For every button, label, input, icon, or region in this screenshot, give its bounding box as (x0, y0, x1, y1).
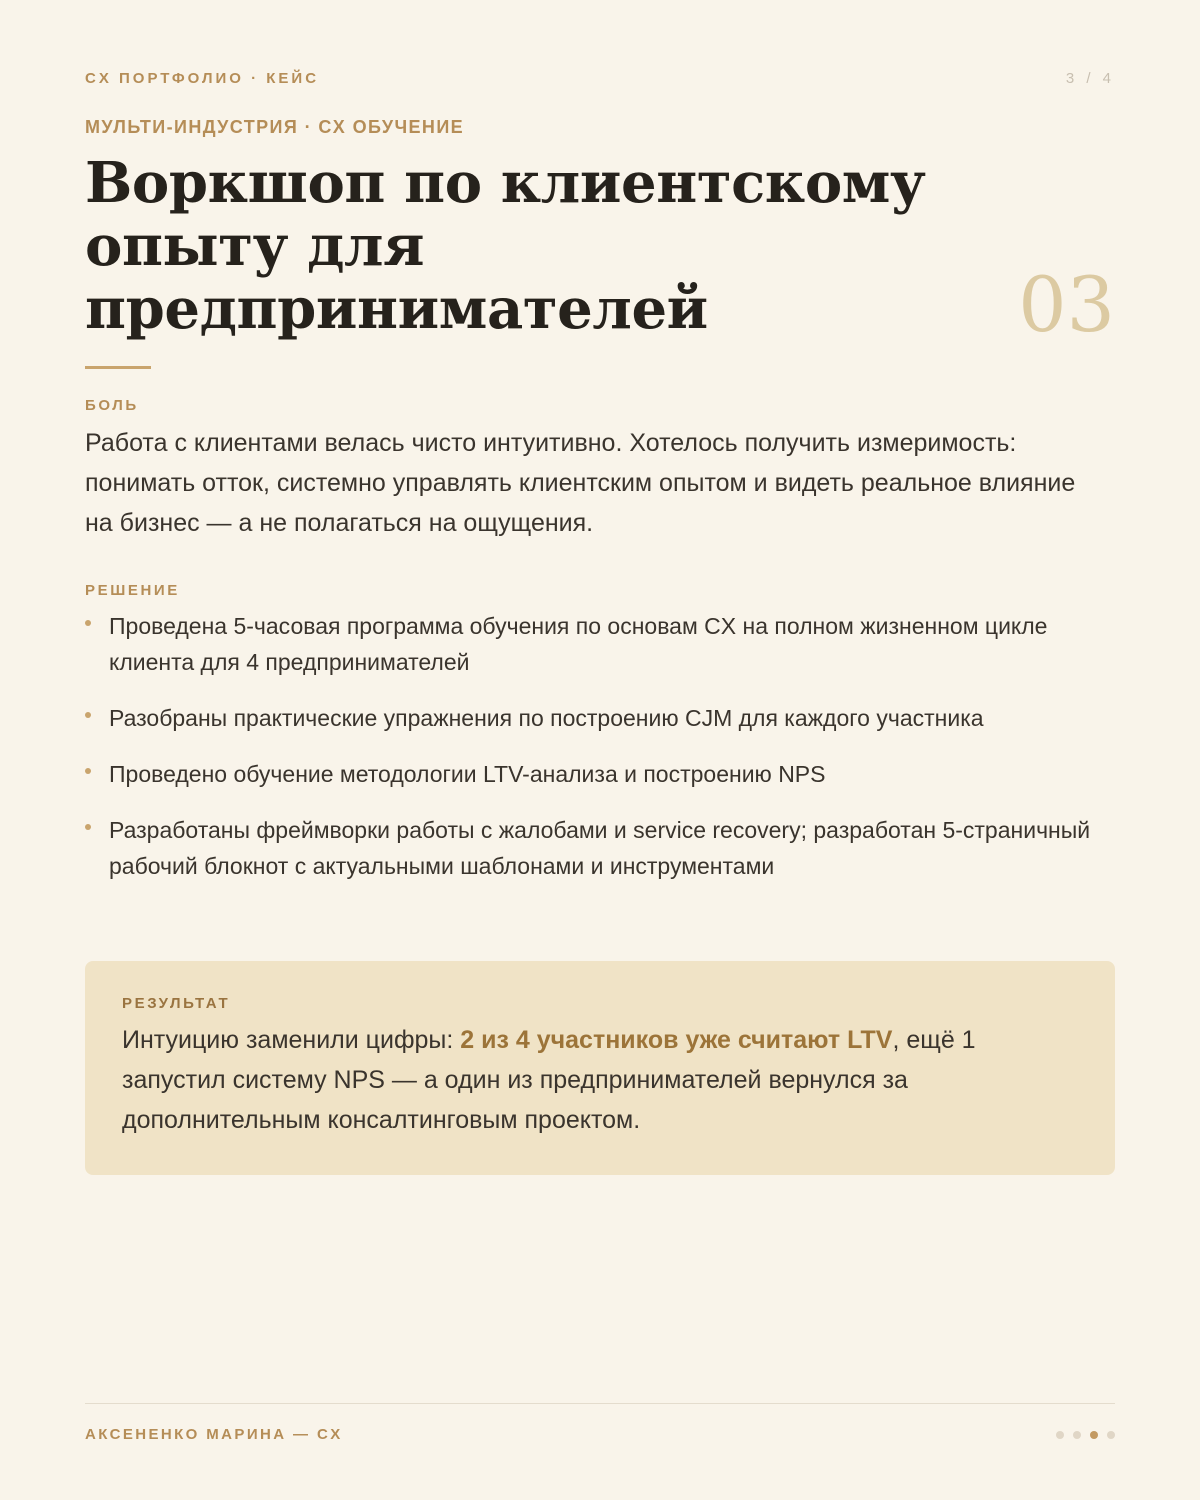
case-title-line: опыту для (85, 213, 425, 279)
result-text-intro: Интуицию заменили цифры: (122, 1026, 461, 1054)
solution-item (85, 700, 1115, 736)
solution-item-text: Разобраны практические упражнения по построению CJM для каждого участника (109, 705, 984, 731)
pager-dot[interactable] (1056, 1431, 1064, 1439)
result-text (122, 1020, 1078, 1140)
solution-item-text: Проведена 5-часовая программа обучения по основам CX на полном жизненном цикле клиента для 4 предпринимателей (109, 613, 1048, 675)
bullet-dot-icon (85, 620, 91, 626)
page-counter: 3 / 4 (1065, 70, 1115, 87)
case-title (85, 152, 965, 341)
result-label: РЕЗУЛЬТАТ (122, 995, 231, 1012)
pager-dot[interactable] (1073, 1431, 1081, 1439)
pager-dot[interactable] (1107, 1431, 1115, 1439)
solution-item (85, 812, 1115, 884)
solution-list (85, 608, 1115, 904)
pager-dot-active[interactable] (1090, 1431, 1098, 1439)
title-divider (85, 366, 151, 369)
bullet-dot-icon (85, 712, 91, 718)
solution-item-text: Проведено обучение методологии LTV-анализа и построению NPS (109, 761, 826, 787)
bullet-dot-icon (85, 768, 91, 774)
pager-dots (1056, 1431, 1115, 1439)
solution-item (85, 756, 1115, 792)
case-category: МУЛЬТИ-ИНДУСТРИЯ · CX ОБУЧЕНИЕ (85, 117, 465, 137)
solution-item (85, 608, 1115, 680)
solution-item-text: Разработаны фреймворки работы с жалобами и service recovery; разработан 5-страничный рабочий блокнот с актуальными шаблонами и инструментами (109, 817, 1091, 879)
case-number: 03 (1018, 260, 1115, 349)
result-highlight: 2 из 4 участников уже считают LTV (460, 1026, 893, 1054)
top-bar (85, 70, 1115, 87)
footer-divider (85, 1403, 1115, 1404)
result-box (85, 961, 1115, 1175)
pain-text: Работа с клиентами велась чисто интуитивно. Хотелось получить измеримость: понимать отток, системно управлять клиентским опытом и видеть реальное влияние на бизнес — а не полагаться на ощущения. (85, 429, 1076, 537)
bullet-dot-icon (85, 824, 91, 830)
pain-label: БОЛЬ (85, 397, 139, 414)
footer-author: АКСЕНЕНКО МАРИНА — CX (85, 1426, 343, 1443)
solution-label: РЕШЕНИЕ (85, 582, 180, 599)
result-text-rest: , ещё 1 запустил систему NPS — а один из предпринимателей вернулся за дополнительным консалтинговым проектом. (122, 1026, 976, 1134)
portfolio-brand: CX ПОРТФОЛИО · КЕЙС (85, 70, 320, 87)
case-title-line: предпринимателей (85, 276, 708, 342)
case-title-line: Воркшоп по клиентскому (85, 150, 926, 216)
